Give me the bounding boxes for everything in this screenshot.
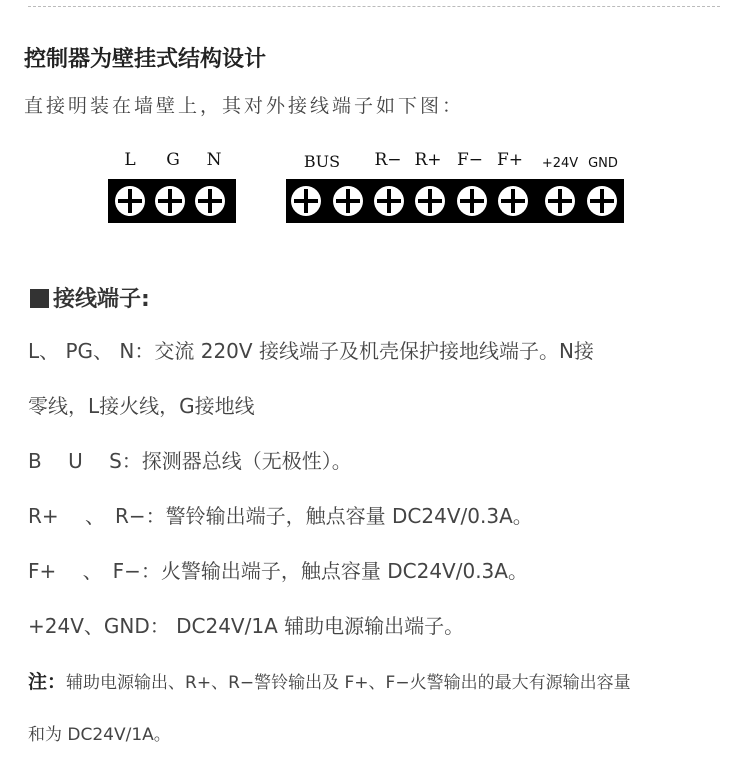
note-line-2: 和为 DC24V/1A。 xyxy=(28,725,171,745)
note-line xyxy=(28,667,631,694)
note-text: 辅助电源输出、R+、R−警铃输出及 F+、F−火警输出的最大有源输出容量 xyxy=(66,673,631,693)
description-line: 零线，L接火线，G接地线 xyxy=(28,394,255,418)
description-line: R+ 、 R−：警铃输出端子，触点容量 DC24V/0.3A。 xyxy=(28,504,533,528)
screw-terminal-icon xyxy=(333,186,363,216)
terminal-label-l: L xyxy=(124,150,136,170)
terminal-label-f-minus: F− xyxy=(456,150,484,170)
terminal-label-n: N xyxy=(206,150,222,170)
page-subtitle: 直接明装在墙壁上，其对外接线端子如下图： xyxy=(24,95,465,117)
description-line: B U S：探测器总线（无极性）。 xyxy=(28,449,352,473)
screw-terminal-icon xyxy=(115,186,145,216)
terminal-label-f-plus: F+ xyxy=(496,150,524,170)
screw-terminal-icon xyxy=(374,186,404,216)
terminal-label-24v: +24V xyxy=(541,156,579,171)
terminal-label-r-plus: R+ xyxy=(414,150,442,170)
square-bullet-icon xyxy=(30,289,49,308)
screw-terminal-icon xyxy=(155,186,185,216)
screw-terminal-icon xyxy=(195,186,225,216)
section-heading-text: 接线端子: xyxy=(53,287,150,312)
screw-terminal-icon xyxy=(545,186,575,216)
screw-terminal-icon xyxy=(415,186,445,216)
top-dashed-divider xyxy=(28,6,720,7)
description-line: +24V、GND： DC24V/1A 辅助电源输出端子。 xyxy=(28,614,465,638)
terminal-label-gnd: GND xyxy=(588,156,618,171)
screw-terminal-icon xyxy=(587,186,617,216)
page-title: 控制器为壁挂式结构设计 xyxy=(24,47,267,72)
description-line: L、 PG、 N：交流 220V 接线端子及机壳保护接地线端子。N接 xyxy=(28,339,594,363)
note-label: 注： xyxy=(28,671,67,693)
terminal-label-r-minus: R− xyxy=(374,150,402,170)
screw-terminal-icon xyxy=(457,186,487,216)
section-heading xyxy=(30,282,150,313)
terminal-label-g: G xyxy=(166,150,180,170)
screw-terminal-icon xyxy=(498,186,528,216)
description-line: F+ 、 F−：火警输出端子，触点容量 DC24V/0.3A。 xyxy=(28,559,528,583)
screw-terminal-icon xyxy=(291,186,321,216)
terminal-label-bus: BUS xyxy=(303,152,341,171)
